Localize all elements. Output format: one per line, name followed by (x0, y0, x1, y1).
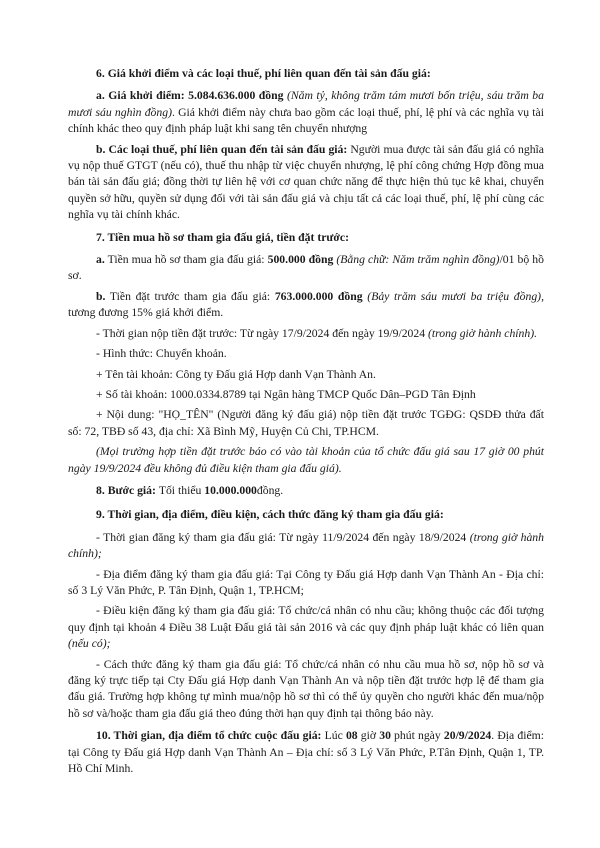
deposit-words: (Bảy trăm sáu mươi ba triệu đồng) (362, 289, 542, 303)
auction-place: Địa điểm: tại Công ty Đấu giá Hợp danh Vạn Thành An – Địa chỉ: số 3 Lý Văn Phức, P.Tân Định, Quận 1, TP. Hồ Chí Minh. (68, 729, 545, 776)
section-6a-paragraph (68, 88, 544, 137)
section-7a-paragraph (68, 252, 544, 285)
auction-date: 20/9/2024 (443, 729, 492, 743)
section-6b-text: Người mua được tài sản đấu giá có nghĩa vụ nộp thuế GTGT (nếu có), thuế thu nhập từ việc chuyển nhượng, lệ phí công chứng Hợp đồng mua bán tài sản đấu giá; đồng thời tự liên hệ với cơ quan chức năng để thực hiện thủ tục kê khai, chuyển quyền sở hữu, quyền sử dụng đối với tài sản đấu giá và chịu tất cả các loại thuế, phí, lệ phí cùng các nghĩa vụ tài chính khác. (68, 142, 544, 222)
section-7a-prefix: a. (96, 253, 105, 267)
registration-condition-note: (nếu có); (68, 637, 111, 651)
section-8-paragraph (68, 483, 544, 499)
section-9-heading: 9. Thời gian, địa điểm, điều kiện, cách thức đăng ký tham gia đấu giá: (96, 508, 444, 522)
section-10-t4: . (491, 729, 495, 743)
section-6a-text: . Giá khởi điểm này chưa bao gồm các loại thuế, phí, lệ phí và các nghĩa vụ tài chính khác theo quy định pháp luật khi sang tên chuyển nhượng (68, 105, 544, 136)
section-6-heading: 6. Giá khởi điểm và các loại thuế, phí liên quan đến tài sản đấu giá: (96, 67, 431, 80)
registration-condition-text: - Điều kiện đăng ký tham gia đấu giá: Tổ chức/cá nhân có nhu cầu; không thuộc các đối tượng quy định tại khoản 4 Điều 38 Luật Đấu giá tài sản 2016 và các quy định pháp luật khác có liên quan (68, 604, 544, 634)
registration-time-text: - Thời gian đăng ký tham gia đấu giá: Từ ngày 11/9/2024 đến ngày 18/9/2024 (96, 530, 470, 544)
section-6b-label: b. Các loại thuế, phí liên quan đến tài sản đấu giá: (96, 142, 351, 156)
registration-time-note: (trong giờ hành chính); (68, 530, 544, 561)
section-10-t3: phút ngày (390, 729, 444, 743)
section-10-label: 10. Thời gian, địa điểm tổ chức cuộc đấu giá: (96, 729, 325, 743)
dossier-fee-value: 500.000 đồng (267, 253, 334, 267)
deposit-value: 763.000.000 đồng (274, 289, 363, 303)
section-10-t1: Lúc (324, 729, 346, 743)
section-10-t2: giờ (357, 729, 380, 743)
registration-time-paragraph (68, 530, 544, 563)
section-7-heading: 7. Tiền mua hồ sơ tham gia đấu giá, tiền đặt trước: (96, 230, 349, 244)
section-8-text: Tối thiểu (158, 483, 205, 497)
section-6a-label: a. Giá khởi điểm: (96, 89, 189, 103)
document-page (68, 66, 544, 781)
bid-step-value: 10.000.000 (204, 483, 257, 497)
payment-form: - Hình thức: Chuyển khoản. (96, 347, 227, 361)
bid-step-unit: đồng. (256, 483, 284, 497)
section-7b-paragraph (68, 289, 544, 322)
section-6b-paragraph (68, 142, 544, 224)
deposit-time-paragraph (68, 326, 544, 342)
section-7a-text: Tiền mua hồ sơ tham gia đấu giá: (104, 253, 268, 267)
section-7a-suffix: /01 bộ hồ sơ. (68, 253, 544, 283)
dossier-fee-words: (Bằng chữ: Năm trăm nghìn đồng) (333, 253, 500, 267)
auction-minute: 30 (379, 729, 391, 743)
section-10-paragraph (68, 728, 544, 777)
registration-place: - Địa điểm đăng ký tham gia đấu giá: Tại Công ty Đấu giá Hợp danh Vạn Thành An - Địa chỉ: số 3 Lý Văn Phức, P. Tân Định, Quận 1, TP.HCM; (68, 567, 544, 597)
transfer-content: + Nội dung: "HỌ_TÊN" (Người đăng ký đấu giá) nộp tiền đặt trước TGĐG: QSDĐ thửa đất số: 72, TBĐ số 43, địa chỉ: Xã Bình Mỹ, Huyện Củ Chi, TP.HCM. (68, 408, 544, 438)
deposit-note-text: (Mọi trường hợp tiền đặt trước báo có vào tài khoản của tổ chức đấu giá sau 17 giờ 00 phút ngày 19/9/2024 đều không đủ điều kiện tham gia đấu giá). (68, 445, 544, 475)
deposit-time-text: - Thời gian nộp tiền đặt trước: Từ ngày 17/9/2024 đến ngày 19/9/2024 (96, 326, 428, 340)
deposit-time-note: (trong giờ hành chính). (428, 326, 538, 340)
section-8-label: 8. Bước giá: (96, 483, 159, 497)
registration-condition-paragraph (68, 603, 544, 652)
starting-price-words: (Năm tỷ, không trăm tám mươi bốn triệu, sáu trăm ba mươi sáu nghìn đồng) (68, 89, 544, 119)
deposit-note (68, 444, 544, 477)
registration-method: - Cách thức đăng ký tham gia đấu giá: Tổ chức/cá nhân có nhu cầu mua hồ sơ, nộp hồ sơ và đăng ký trực tiếp tại Cty Đấu giá Hợp danh Vạn Thành An và nộp tiền đặt trước hợp lệ để tham gia đấu giá. Trường hợp không tự mình mua/nộp hồ sơ thì có thể ủy quyền cho người khác đến mua/nộp hồ sơ và/hoặc tham gia đấu giá theo đúng thời hạn quy định tại thông báo này. (68, 657, 544, 720)
section-7b-suffix: , tương đương 15% giá khởi điểm. (68, 289, 544, 320)
account-name: + Tên tài khoản: Công ty Đấu giá Hợp danh Vạn Thành An. (96, 367, 376, 381)
starting-price-value: 5.084.636.000 đồng (188, 89, 284, 103)
section-7b-text: Tiền đặt trước tham gia đấu giá: (105, 289, 275, 303)
account-number: + Số tài khoản: 1000.0334.8789 tại Ngân hàng TMCP Quốc Dân–PGD Tân Định (96, 387, 476, 401)
section-7b-prefix: b. (96, 289, 106, 303)
auction-hour: 08 (345, 729, 358, 743)
